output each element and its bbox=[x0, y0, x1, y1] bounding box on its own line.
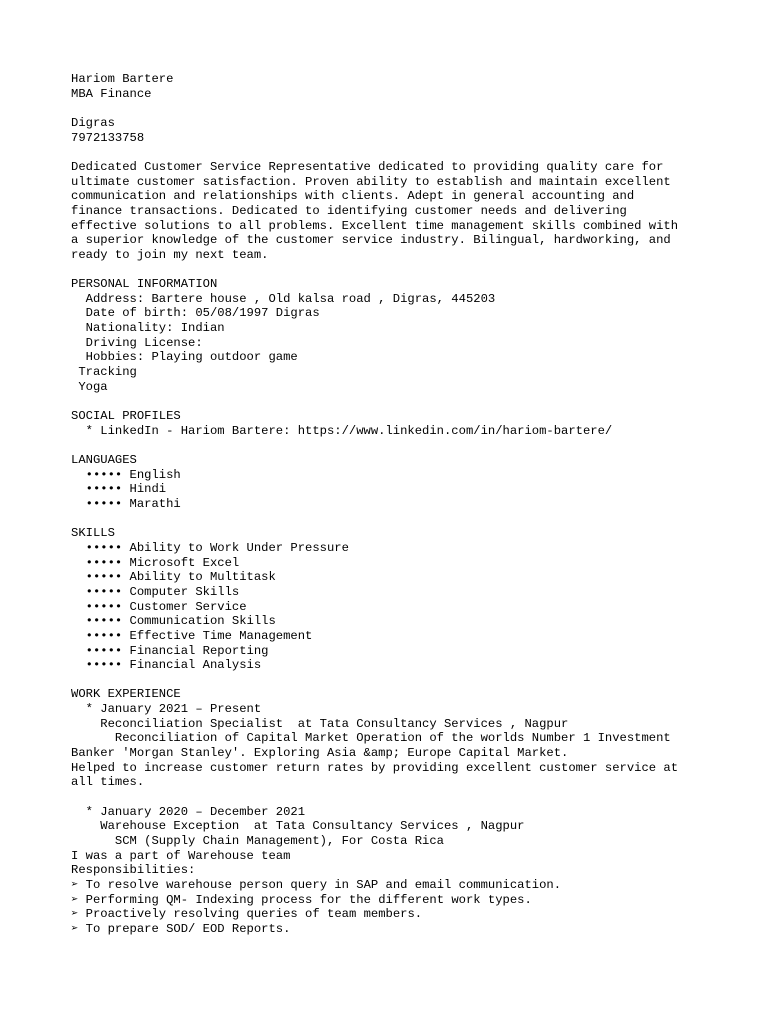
license-line: Driving License: bbox=[71, 335, 203, 350]
job-description: Helped to increase customer return rates by providing excellent customer service at bbox=[71, 760, 679, 775]
summary-line: Dedicated Customer Service Representative dedicated to providing quality care for bbox=[71, 159, 664, 174]
address-line: Address: Bartere house , Old kalsa road , Digras, 445203 bbox=[71, 291, 496, 306]
dob-line: Date of birth: 05/08/1997 Digras bbox=[71, 306, 320, 321]
social-profiles-section bbox=[71, 409, 761, 438]
section-heading: SKILLS bbox=[71, 526, 115, 541]
responsibility-item: ➢ Performing QM- Indexing process for the different work types. bbox=[71, 892, 532, 907]
job-title: Reconciliation Specialist at Tata Consultancy Services , Nagpur bbox=[71, 716, 569, 731]
section-heading: PERSONAL INFORMATION bbox=[71, 277, 218, 292]
section-heading: LANGUAGES bbox=[71, 452, 137, 467]
skill-item: ••••• Computer Skills bbox=[71, 584, 240, 599]
spacer bbox=[71, 438, 761, 453]
skill-item: ••••• Communication Skills bbox=[71, 614, 276, 629]
language-item: ••••• Hindi bbox=[71, 482, 167, 497]
summary-line: a superior knowledge of the customer service industry. Bilingual, hardworking, and bbox=[71, 233, 671, 248]
candidate-degree: MBA Finance bbox=[71, 86, 152, 101]
section-heading: WORK EXPERIENCE bbox=[71, 687, 181, 702]
spacer bbox=[71, 394, 761, 409]
language-item: ••••• Marathi bbox=[71, 496, 181, 511]
summary-line: ready to join my next team. bbox=[71, 247, 269, 262]
hobby-item: Yoga bbox=[71, 379, 108, 394]
personal-info-section bbox=[71, 277, 761, 394]
spacer bbox=[71, 790, 761, 805]
responsibilities-label: Responsibilities: bbox=[71, 863, 196, 878]
language-item: ••••• English bbox=[71, 467, 181, 482]
hobbies-line: Hobbies: Playing outdoor game bbox=[71, 350, 298, 365]
hobby-item: Tracking bbox=[71, 365, 137, 380]
summary-line: effective solutions to all problems. Excellent time management skills combined with bbox=[71, 218, 679, 233]
job-dates: * January 2021 – Present bbox=[71, 702, 262, 717]
responsibility-item: ➢ To resolve warehouse person query in SAP and email communication. bbox=[71, 877, 562, 892]
skill-item: ••••• Customer Service bbox=[71, 599, 247, 614]
job-description: all times. bbox=[71, 775, 145, 790]
job-description: Banker 'Morgan Stanley'. Exploring Asia &amp; Europe Capital Market. bbox=[71, 746, 569, 761]
spacer bbox=[71, 101, 761, 116]
summary-line: communication and relationships with clients. Adept in general accounting and bbox=[71, 189, 635, 204]
spacer bbox=[71, 263, 761, 278]
spacer bbox=[71, 512, 761, 527]
responsibility-item: ➢ Proactively resolving queries of team members. bbox=[71, 907, 423, 922]
skill-item: ••••• Effective Time Management bbox=[71, 628, 313, 643]
candidate-city: Digras bbox=[71, 115, 115, 130]
responsibility-item: ➢ To prepare SOD/ EOD Reports. bbox=[71, 921, 291, 936]
section-heading: SOCIAL PROFILES bbox=[71, 409, 181, 424]
languages-section bbox=[71, 453, 761, 512]
nationality-line: Nationality: Indian bbox=[71, 321, 225, 336]
skill-item: ••••• Microsoft Excel bbox=[71, 555, 240, 570]
summary-paragraph bbox=[71, 160, 761, 263]
summary-line: ultimate customer satisfaction. Proven ability to establish and maintain excellent bbox=[71, 174, 671, 189]
skill-item: ••••• Financial Analysis bbox=[71, 658, 262, 673]
job-dates: * January 2020 – December 2021 bbox=[71, 804, 306, 819]
summary-line: finance transactions. Dedicated to identifying customer needs and delivering bbox=[71, 203, 627, 218]
candidate-name: Hariom Bartere bbox=[71, 72, 174, 86]
skill-item: ••••• Financial Reporting bbox=[71, 643, 269, 658]
job-description: Reconciliation of Capital Market Operation of the worlds Number 1 Investment bbox=[71, 731, 671, 746]
job-entry bbox=[71, 805, 761, 937]
job-description: I was a part of Warehouse team bbox=[71, 848, 291, 863]
skills-section bbox=[71, 526, 761, 673]
skill-item: ••••• Ability to Multitask bbox=[71, 570, 276, 585]
linkedin-link[interactable]: * LinkedIn - Hariom Bartere: https://www.linkedin.com/in/hariom-bartere/ bbox=[71, 423, 613, 438]
skill-item: ••••• Ability to Work Under Pressure bbox=[71, 540, 349, 555]
candidate-phone: 7972133758 bbox=[71, 130, 145, 145]
spacer bbox=[71, 145, 761, 160]
job-entry bbox=[71, 702, 761, 790]
job-title: Warehouse Exception at Tata Consultancy Services , Nagpur bbox=[71, 819, 525, 834]
job-description: SCM (Supply Chain Management), For Costa Rica bbox=[71, 834, 444, 848]
resume-document bbox=[71, 72, 761, 937]
work-experience-section bbox=[71, 687, 761, 936]
spacer bbox=[71, 673, 761, 688]
